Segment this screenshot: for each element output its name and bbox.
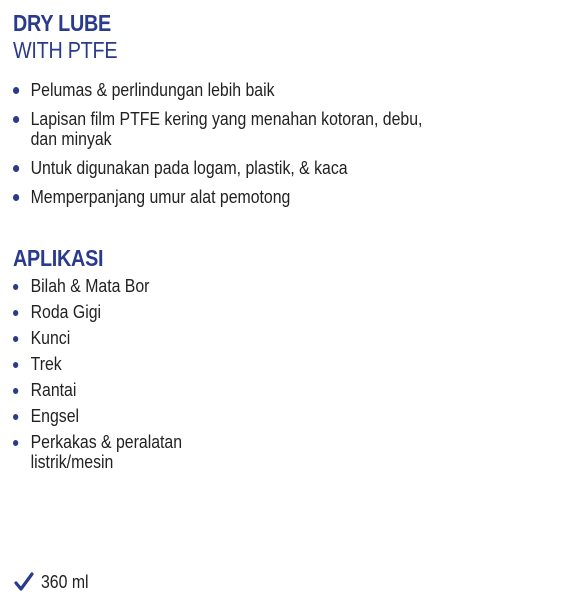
application-text: Engsel (30, 406, 80, 426)
volume-info (13, 570, 95, 594)
application-text: Bilah & Mata Bor (30, 276, 150, 296)
bullet-icon (13, 310, 18, 316)
bullet-icon (13, 116, 19, 123)
feature-text: Memperpanjang umur alat pemotong (30, 187, 291, 207)
application-text: Perkakas & peralatan listrik/mesin (30, 432, 183, 472)
product-title: DRY LUBE (13, 10, 111, 36)
application-item (13, 432, 277, 472)
application-text: Rantai (30, 380, 77, 400)
feature-list (13, 80, 533, 216)
feature-text: Pelumas & perlindungan lebih baik (30, 80, 275, 100)
bullet-icon (13, 165, 19, 172)
bullet-icon (13, 87, 19, 94)
feature-item (13, 80, 471, 100)
bullet-icon (13, 440, 18, 446)
checkmark-icon (13, 571, 35, 593)
application-text: Kunci (30, 328, 71, 348)
application-item (13, 302, 277, 322)
bullet-icon (13, 388, 18, 394)
volume-label: 360 ml (41, 571, 89, 592)
product-subtitle: WITH PTFE (13, 37, 118, 63)
bullet-icon (13, 362, 18, 368)
application-text: Roda Gigi (30, 302, 102, 322)
feature-item (13, 158, 471, 178)
application-item (13, 276, 277, 296)
application-item (13, 406, 277, 426)
application-item (13, 380, 277, 400)
bullet-icon (13, 194, 19, 201)
feature-item (13, 187, 471, 207)
bullet-icon (13, 336, 18, 342)
bullet-icon (13, 284, 18, 290)
bullet-icon (13, 414, 18, 420)
feature-text: Lapisan film PTFE kering yang menahan kotoran, debu, dan minyak (30, 109, 423, 149)
applications-list (13, 276, 313, 478)
feature-text: Untuk digunakan pada logam, plastik, & kaca (30, 158, 348, 178)
application-item (13, 328, 277, 348)
application-text: Trek (30, 354, 62, 374)
feature-item (13, 109, 471, 149)
applications-heading: APLIKASI (13, 245, 104, 271)
application-item (13, 354, 277, 374)
